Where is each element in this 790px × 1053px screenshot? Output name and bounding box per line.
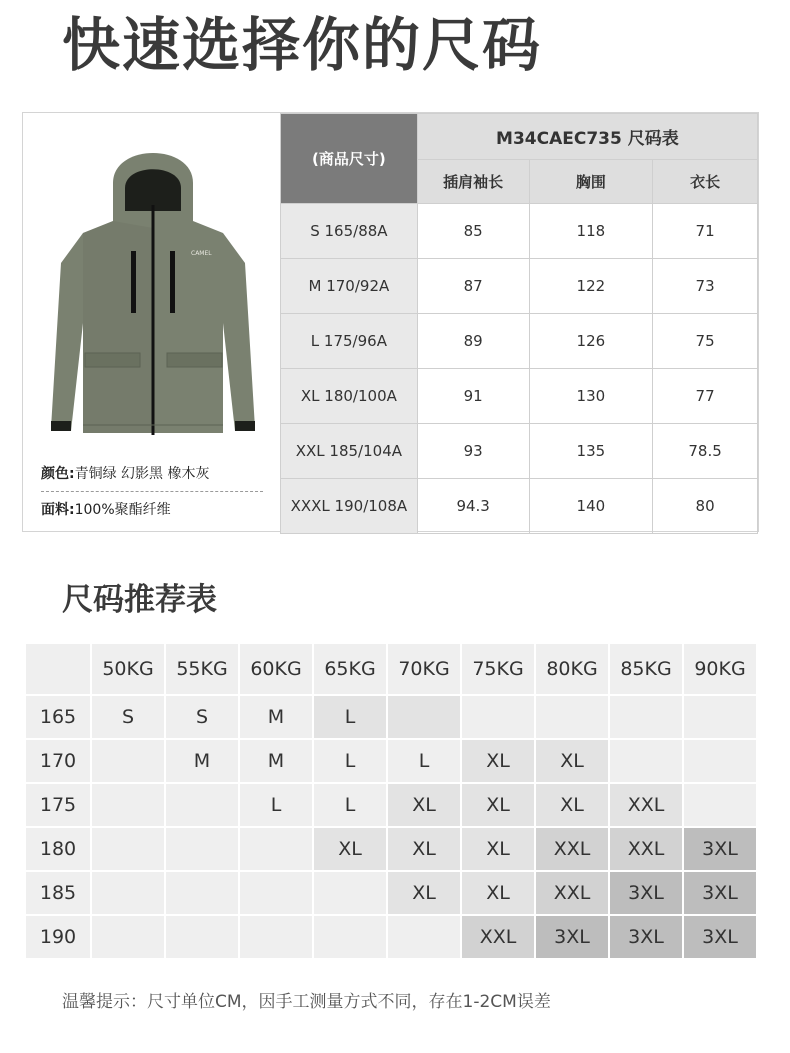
recommend-size-cell: 3XL <box>535 915 609 959</box>
size-value-cell: 75 <box>653 314 758 369</box>
size-value-cell: 85 <box>417 204 529 259</box>
recommend-size-cell: XL <box>461 827 535 871</box>
weight-header-cell: 70KG <box>387 643 461 695</box>
recommend-size-cell: XL <box>387 871 461 915</box>
recommend-size-cell: M <box>165 739 239 783</box>
size-value-cell: 126 <box>529 314 653 369</box>
recommend-size-cell: XXL <box>609 827 683 871</box>
recommend-size-cell: 3XL <box>609 871 683 915</box>
weight-header-cell: 55KG <box>165 643 239 695</box>
size-value-cell: 77 <box>653 369 758 424</box>
recommend-size-cell: XXL <box>461 915 535 959</box>
recommend-size-cell: L <box>239 783 313 827</box>
recommend-size-cell: XL <box>461 783 535 827</box>
height-cell: 175 <box>25 783 91 827</box>
recommend-size-cell: 3XL <box>683 827 757 871</box>
size-table-row <box>281 424 758 479</box>
recommend-size-cell <box>165 827 239 871</box>
recommend-size-cell: XXL <box>535 871 609 915</box>
color-value: 青铜绿 幻影黑 橡木灰 <box>74 466 210 482</box>
size-value-cell: 91 <box>417 369 529 424</box>
recommend-size-cell <box>609 739 683 783</box>
recommend-size-cell: XXL <box>609 783 683 827</box>
recommend-size-cell <box>387 695 461 739</box>
size-value-cell: 93 <box>417 424 529 479</box>
recommend-size-cell <box>91 739 165 783</box>
weight-header-cell: 85KG <box>609 643 683 695</box>
recommend-size-cell: L <box>387 739 461 783</box>
material-label: 面料: <box>41 502 75 518</box>
product-panel <box>23 113 281 531</box>
recommend-row <box>25 827 757 871</box>
recommend-row <box>25 739 757 783</box>
size-label-cell: XXXL 190/108A <box>281 479 418 534</box>
recommend-row <box>25 915 757 959</box>
recommend-size-cell <box>239 871 313 915</box>
recommend-header-row <box>25 643 757 695</box>
height-cell: 165 <box>25 695 91 739</box>
size-table-row <box>281 259 758 314</box>
recommend-size-cell: L <box>313 783 387 827</box>
size-table-row <box>281 369 758 424</box>
recommend-size-cell <box>387 915 461 959</box>
material-info <box>41 499 171 519</box>
recommend-corner-cell <box>25 643 91 695</box>
weight-header-cell: 80KG <box>535 643 609 695</box>
recommend-size-cell <box>683 783 757 827</box>
page-title: 快速选择你的尺码 <box>62 11 543 79</box>
size-label-cell: M 170/92A <box>281 259 418 314</box>
recommend-size-cell <box>461 695 535 739</box>
recommend-size-cell <box>535 695 609 739</box>
size-value-cell: 130 <box>529 369 653 424</box>
weight-header-cell: 65KG <box>313 643 387 695</box>
recommend-size-cell: M <box>239 739 313 783</box>
height-cell: 170 <box>25 739 91 783</box>
size-value-cell: 94.3 <box>417 479 529 534</box>
size-label-cell: XL 180/100A <box>281 369 418 424</box>
size-value-cell: 135 <box>529 424 653 479</box>
recommend-size-cell <box>609 695 683 739</box>
recommend-size-cell <box>313 915 387 959</box>
size-table-column-header: 插肩袖长 <box>417 160 529 204</box>
brand-logo: CAMEL <box>191 250 212 257</box>
recommend-size-cell: XL <box>313 827 387 871</box>
recommend-size-cell <box>91 783 165 827</box>
recommend-size-cell: XL <box>535 783 609 827</box>
recommend-table <box>24 642 758 960</box>
size-value-cell: 80 <box>653 479 758 534</box>
recommend-size-cell: L <box>313 739 387 783</box>
height-cell: 180 <box>25 827 91 871</box>
size-table-title: M34CAEC735 尺码表 <box>417 114 757 160</box>
size-value-cell: 78.5 <box>653 424 758 479</box>
recommend-row <box>25 695 757 739</box>
recommend-size-cell: L <box>313 695 387 739</box>
color-info <box>41 463 210 483</box>
recommend-size-cell: S <box>91 695 165 739</box>
recommend-size-cell: XL <box>387 827 461 871</box>
size-table-column-header: 衣长 <box>653 160 758 204</box>
size-table-row <box>281 314 758 369</box>
recommend-size-cell: XL <box>461 739 535 783</box>
size-table-row <box>281 204 758 259</box>
height-cell: 185 <box>25 871 91 915</box>
recommend-size-cell <box>239 827 313 871</box>
recommend-size-cell: XL <box>461 871 535 915</box>
footnote: 温馨提示：尺寸单位CM，因手工测量方式不同，存在1-2CM误差 <box>62 992 551 1012</box>
recommend-size-cell <box>91 915 165 959</box>
recommend-size-cell <box>683 739 757 783</box>
recommend-title: 尺码推荐表 <box>62 582 217 618</box>
size-value-cell: 140 <box>529 479 653 534</box>
weight-header-cell: 50KG <box>91 643 165 695</box>
weight-header-cell: 90KG <box>683 643 757 695</box>
size-table <box>280 113 758 534</box>
size-table-column-header: 胸围 <box>529 160 653 204</box>
weight-header-cell: 60KG <box>239 643 313 695</box>
color-label: 颜色: <box>41 466 75 482</box>
size-table-row <box>281 479 758 534</box>
recommend-size-cell <box>165 783 239 827</box>
recommend-size-cell: M <box>239 695 313 739</box>
recommend-size-cell: XL <box>387 783 461 827</box>
size-value-cell: 122 <box>529 259 653 314</box>
height-cell: 190 <box>25 915 91 959</box>
material-value: 100%聚酯纤维 <box>74 502 171 518</box>
size-table-corner: (商品尺寸) <box>281 114 418 204</box>
recommend-size-cell <box>683 695 757 739</box>
recommend-size-cell <box>239 915 313 959</box>
recommend-size-cell: 3XL <box>683 915 757 959</box>
recommend-size-cell: 3XL <box>609 915 683 959</box>
size-label-cell: XXL 185/104A <box>281 424 418 479</box>
recommend-size-cell: S <box>165 695 239 739</box>
recommend-size-cell: XL <box>535 739 609 783</box>
recommend-size-cell <box>91 827 165 871</box>
recommend-size-cell <box>165 915 239 959</box>
recommend-size-cell <box>165 871 239 915</box>
recommend-size-cell: 3XL <box>683 871 757 915</box>
recommend-row <box>25 783 757 827</box>
recommend-size-cell <box>313 871 387 915</box>
jacket-image <box>43 133 263 453</box>
size-chart-block <box>22 112 759 532</box>
weight-header-cell: 75KG <box>461 643 535 695</box>
size-value-cell: 87 <box>417 259 529 314</box>
size-label-cell: S 165/88A <box>281 204 418 259</box>
size-value-cell: 71 <box>653 204 758 259</box>
size-label-cell: L 175/96A <box>281 314 418 369</box>
size-value-cell: 73 <box>653 259 758 314</box>
size-value-cell: 89 <box>417 314 529 369</box>
recommend-size-cell: XXL <box>535 827 609 871</box>
size-value-cell: 118 <box>529 204 653 259</box>
divider <box>41 491 263 492</box>
recommend-row <box>25 871 757 915</box>
recommend-size-cell <box>91 871 165 915</box>
